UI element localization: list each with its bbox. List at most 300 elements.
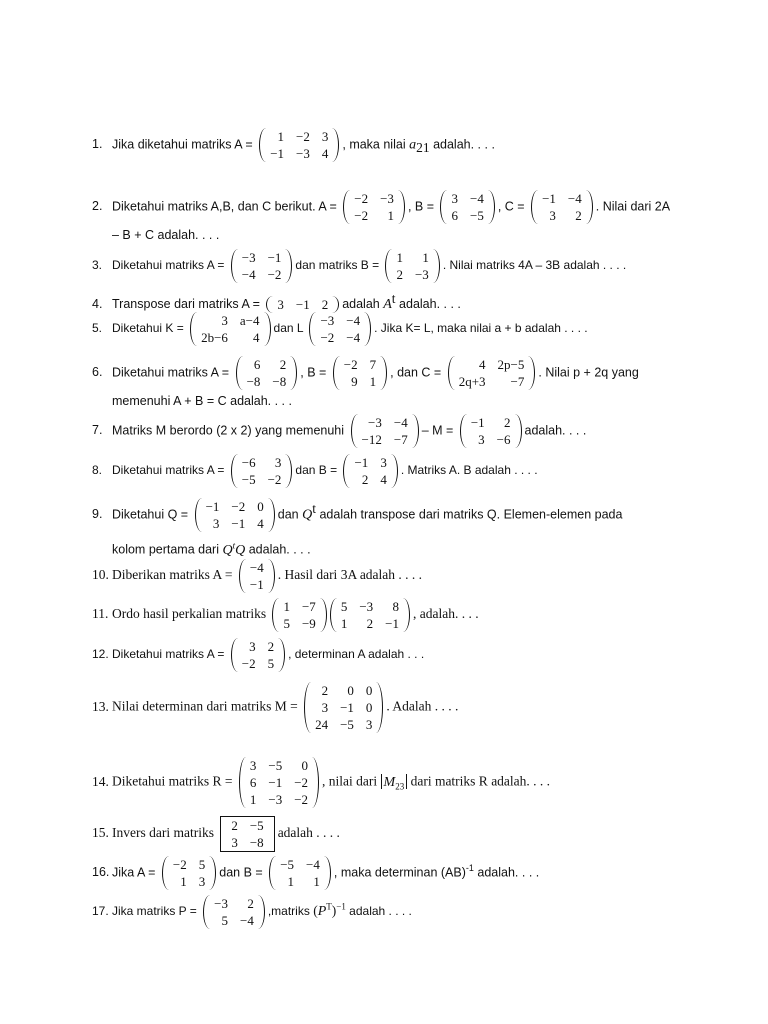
matrix-cell: −1 [231, 516, 246, 531]
variable: Q [302, 507, 313, 523]
matrix-cell: −7 [301, 599, 316, 614]
matrix-row [335, 598, 405, 615]
question-7 [92, 414, 728, 448]
question-5 [92, 312, 728, 346]
question-14 [92, 757, 728, 808]
matrix-left [272, 598, 326, 632]
question-number: 1. [92, 137, 103, 152]
question-text: dan L [273, 321, 304, 336]
question-number: 8. [92, 463, 103, 478]
matrix-cell: 3 [380, 455, 387, 470]
subscript: 23 [395, 781, 405, 792]
matrix-row [244, 791, 314, 808]
question-text: adalah. . . . [477, 865, 540, 880]
question-text: Diketahui matriks R = [112, 773, 233, 789]
matrix-cell: −3 [359, 599, 374, 614]
matrix-cell: 1 [283, 599, 290, 614]
matrix-cell: 1 [422, 250, 429, 265]
matrix-row [536, 190, 588, 207]
question-text: Diberikan matriks A = [112, 567, 233, 583]
matrix-cell: 3 [231, 835, 238, 850]
question-text: Diketahui K = [112, 321, 184, 336]
matrix-cell: −5 [241, 472, 256, 487]
question-16 [92, 856, 728, 890]
matrix-row [225, 817, 269, 834]
matrix-row [277, 598, 321, 615]
matrix-cell: 1 [387, 208, 394, 223]
question-number: 5. [92, 321, 103, 336]
question-number: 2. [92, 199, 103, 214]
matrix-a [266, 296, 339, 313]
matrix-cell: 2 [504, 415, 511, 430]
matrix-row [465, 414, 517, 431]
variable: P [317, 904, 327, 920]
matrix-cell: 1 [287, 874, 295, 889]
matrix-cell: −4 [469, 191, 484, 206]
matrix-cell: −5 [280, 857, 295, 872]
matrix-cell: −4 [567, 191, 582, 206]
matrix-cell: 3 [321, 700, 329, 715]
matrix-cell: −5 [268, 758, 283, 773]
question-text: adalah [342, 297, 380, 312]
matrix-row [208, 912, 260, 929]
matrix-cell: −4 [249, 560, 264, 575]
matrix-row [536, 207, 588, 224]
matrix-row [348, 190, 400, 207]
matrix-row [264, 128, 334, 145]
matrix-cell: −4 [393, 415, 408, 430]
matrix-cell: −4 [306, 857, 320, 872]
question-text: , maka nilai [342, 137, 406, 152]
matrix-right [460, 414, 522, 448]
matrix-cell: 2 [575, 208, 582, 223]
question-13 [92, 682, 728, 733]
matrix-row [348, 207, 400, 224]
matrix-row [309, 716, 378, 733]
matrix-row [309, 699, 378, 716]
question-text: memenuhi A + B = C adalah. . . . [112, 394, 292, 408]
matrix-a [162, 856, 216, 890]
matrix-cell: −3 [320, 313, 335, 328]
question-text: , adalah. . . . [413, 606, 479, 622]
matrix-cell: −1 [249, 577, 264, 592]
matrix-row [271, 296, 334, 313]
matrix-cell: −2 [231, 499, 246, 514]
matrix-cell: −2 [296, 129, 310, 144]
question-15 [92, 816, 728, 852]
superscript: -1 [465, 863, 474, 874]
matrix-row [236, 249, 288, 266]
matrix-row [348, 471, 392, 488]
question-text: Diketahui matriks A = [112, 365, 230, 380]
question-8 [92, 454, 728, 488]
matrix-cell: 0 [365, 683, 373, 698]
matrix-row [236, 266, 288, 283]
superscript: t [312, 501, 316, 517]
question-text: Jika diketahui matriks A = [112, 137, 253, 152]
question-text: dan matriks B = [295, 258, 380, 273]
matrix-cell: −3 [214, 896, 228, 911]
matrix-cell: −2 [172, 857, 187, 872]
question-3 [92, 249, 728, 283]
question-text: , maka determinan (AB) [333, 865, 466, 880]
matrix-cell: −5 [340, 717, 354, 732]
question-2 [92, 190, 728, 244]
question-text: dan B = [219, 865, 263, 880]
matrix-cell: 2 [321, 297, 329, 313]
matrix-row [390, 266, 434, 283]
matrix-cell: −5 [469, 208, 484, 223]
matrix-cell: −2 [267, 472, 282, 487]
minor-abs [381, 774, 408, 792]
matrix-a [236, 356, 298, 390]
matrix-row [274, 856, 326, 873]
matrix-cell: −2 [241, 656, 256, 671]
matrix-cell: 5 [340, 599, 348, 614]
matrix-cell: −4 [346, 313, 361, 328]
variable: a [409, 137, 417, 153]
matrix-cell: 1 [369, 374, 377, 389]
variable: M [383, 774, 396, 790]
matrix-cell: 3 [321, 129, 329, 144]
matrix-row [314, 312, 366, 329]
matrix-cell: −2 [267, 267, 282, 282]
matrix-cell: 4 [380, 472, 387, 487]
question-number: 4. [92, 297, 103, 312]
matrix-row [195, 329, 265, 346]
matrix-cell: 3 [549, 208, 556, 223]
matrix-cell: 5 [221, 913, 228, 928]
matrix-right [330, 598, 410, 632]
matrix-bracket [220, 816, 274, 852]
question-text: ,matriks [267, 904, 310, 919]
question-number: 7. [92, 423, 103, 438]
matrix-cell: −3 [368, 415, 382, 430]
matrix-row [465, 431, 517, 448]
question-number: 12. [92, 647, 109, 662]
matrix-row [244, 576, 270, 593]
matrix-cell: 9 [351, 374, 358, 389]
question-10 [92, 559, 728, 593]
matrix-cell: 3 [198, 874, 206, 889]
matrix-b [343, 454, 397, 488]
superscript: T [326, 901, 332, 912]
matrix-cell: 4 [257, 516, 264, 531]
question-text: Diketahui matriks A = [112, 647, 225, 662]
question-text: . Matriks A. B adalah . . . . [400, 463, 538, 478]
question-text: Diketahui Q = [112, 507, 189, 522]
matrix-a [239, 559, 275, 593]
matrix-row [264, 145, 334, 162]
matrix-cell: 3 [249, 639, 256, 654]
matrix-cell: 2 [231, 818, 238, 833]
superscript: t [391, 291, 396, 306]
question-9 [92, 498, 728, 560]
matrix-cell: 0 [365, 700, 373, 715]
matrix-row [236, 655, 280, 672]
matrix-cell: −3 [296, 146, 310, 161]
question-text: , nilai dari [322, 773, 378, 789]
matrix-cell: −12 [361, 432, 382, 447]
matrix-row [225, 834, 269, 851]
question-text: . Nilai matriks 4A – 3B adalah . . . . [442, 258, 627, 273]
matrix-row [445, 207, 489, 224]
matrix-cell: 1 [249, 792, 257, 807]
matrix-cell: −4 [241, 267, 256, 282]
superscript: −1 [336, 901, 346, 912]
matrix-cell: −8 [249, 835, 264, 850]
question-number: 9. [92, 507, 103, 522]
question-number: 11. [92, 606, 109, 622]
matrix-cell: 2 [396, 267, 403, 282]
matrix-cell: −2 [343, 357, 358, 372]
matrix-cell: −3 [241, 250, 256, 265]
matrix-cell: −7 [393, 432, 408, 447]
question-text: adalah. . . . [524, 423, 587, 438]
matrix-row [244, 774, 314, 791]
matrix-cell: 2 [267, 639, 275, 654]
question-text: . Nilai dari 2A [595, 199, 671, 214]
matrix-cell: 2b−6 [201, 330, 228, 345]
matrix-cell: 2q+3 [458, 374, 486, 389]
matrix-cell: 1 [277, 129, 285, 144]
subscript: 21 [416, 139, 430, 155]
matrix-a [231, 454, 293, 488]
question-text: Transpose dari matriks A = [112, 297, 260, 312]
matrix-cell: −1 [205, 499, 220, 514]
matrix-row [244, 559, 270, 576]
question-text: adalah transpose dari matriks Q. Elemen-elemen pada [319, 507, 623, 522]
question-text: adalah. . . . [399, 297, 461, 312]
question-text: . Hasil dari 3A adalah . . . . [277, 567, 423, 583]
matrix-cell: −1 [267, 250, 282, 265]
question-11 [92, 598, 728, 632]
matrix-cell: 2 [361, 472, 369, 487]
matrix-cell: −6 [241, 455, 256, 470]
expression-pt-inverse: $(P^T)^{-1}$ [313, 901, 346, 920]
matrix-p [203, 895, 265, 929]
matrix-cell: 5 [267, 656, 275, 671]
matrix-cell: 24 [315, 717, 329, 732]
matrix-row [390, 249, 434, 266]
question-text: , dan C = [390, 365, 442, 380]
expression-qtq: $Q^tQ$ [222, 540, 246, 558]
matrix-row [167, 856, 211, 873]
matrix-c [448, 356, 536, 390]
matrix-cell: −1 [470, 415, 485, 430]
question-text: adalah. . . . [248, 542, 311, 557]
matrix-cell: 4 [253, 330, 260, 345]
matrix-cell: −2 [294, 792, 309, 807]
question-text: Invers dari matriks [112, 825, 214, 841]
matrix-cell: 7 [369, 357, 377, 372]
question-text: Jika A = [112, 865, 156, 880]
question-number: 10. [92, 567, 109, 583]
question-text: , determinan A adalah . . . [288, 647, 425, 662]
matrix-row [356, 414, 414, 431]
matrix-k [190, 312, 270, 346]
matrix-cell: 0 [257, 499, 264, 514]
matrix-cell: 6 [249, 775, 257, 790]
matrix-row [241, 356, 293, 373]
matrix-row [338, 373, 382, 390]
matrix-row [167, 873, 211, 890]
question-text: – B + C adalah. . . . [112, 228, 220, 242]
matrix-m [304, 682, 383, 733]
matrix-cell: −5 [249, 818, 264, 833]
question-12 [92, 638, 728, 672]
matrix-cell: −6 [496, 432, 511, 447]
question-text: Diketahui matriks A,B, dan C berikut. A = [112, 199, 337, 214]
matrix-cell: 3 [212, 516, 220, 531]
matrix-cell: −1 [385, 616, 399, 631]
matrix-b [333, 356, 387, 390]
matrix-b [269, 856, 331, 890]
matrix-cell: 2 [321, 683, 329, 698]
matrix-left [351, 414, 419, 448]
variable: A [383, 297, 392, 313]
matrix-b [385, 249, 439, 283]
question-number: 6. [92, 365, 103, 380]
matrix-cell: 3 [365, 717, 373, 732]
matrix-cell: −1 [354, 455, 369, 470]
question-text: adalah . . . . [349, 904, 412, 919]
matrix-a [343, 190, 405, 224]
question-text: Nilai determinan dari matriks M = [112, 698, 298, 714]
question-number: 17. [92, 904, 109, 919]
question-number: 3. [92, 258, 103, 273]
matrix-cell: 2 [247, 896, 254, 911]
matrix-cell: 0 [301, 758, 309, 773]
matrix-cell: a−4 [239, 313, 260, 328]
question-number: 14. [92, 773, 109, 789]
matrix-row [338, 356, 382, 373]
matrix-cell: 3 [221, 313, 228, 328]
matrix-cell: −2 [294, 775, 309, 790]
matrix-cell: 1 [396, 250, 403, 265]
matrix-cell: −2 [354, 208, 369, 223]
question-6 [92, 356, 728, 410]
matrix-cell: 5 [198, 857, 206, 872]
matrix-row [356, 431, 414, 448]
matrix-cell: 1 [180, 874, 187, 889]
matrix-cell: −1 [270, 146, 285, 161]
question-text: Ordo hasil perkalian matriks [112, 606, 267, 622]
matrix-b [440, 190, 494, 224]
matrix-cell: −8 [272, 374, 287, 389]
matrix-cell: 8 [392, 599, 399, 614]
matrix-row [309, 682, 378, 699]
matrix-row [236, 638, 280, 655]
matrix-cell: 6 [451, 208, 458, 223]
matrix-q [195, 498, 275, 532]
question-text: dan [277, 507, 299, 522]
matrix-cell: 2 [279, 357, 287, 372]
matrix-cell: 1 [340, 616, 348, 631]
question-text: Diketahui matriks A = [112, 463, 225, 478]
matrix-cell: 3 [478, 432, 485, 447]
matrix-row [200, 515, 270, 532]
matrix-a [231, 249, 293, 283]
matrix-cell: 3 [249, 758, 257, 773]
question-text: Jika matriks P = [112, 904, 197, 919]
matrix-a [259, 128, 339, 162]
matrix-cell: 5 [283, 616, 290, 631]
matrix-row [274, 873, 326, 890]
matrix-row [200, 498, 270, 515]
question-continuation [112, 536, 728, 560]
matrix-cell: 2 [366, 616, 374, 631]
matrix-cell: −4 [346, 330, 361, 345]
matrix-cell: 3 [277, 297, 284, 313]
matrix-cell: −2 [354, 191, 369, 206]
matrix-cell: −8 [246, 374, 261, 389]
question-text: Matriks M berordo (2 x 2) yang memenuhi [112, 423, 345, 438]
question-number: 15. [92, 825, 109, 841]
question-text: dan B = [295, 463, 338, 478]
matrix-row [241, 373, 293, 390]
matrix-row [314, 329, 366, 346]
matrix-row [335, 615, 405, 632]
matrix-cell: −7 [510, 374, 525, 389]
matrix-cell: 4 [479, 357, 486, 372]
matrix-cell: 6 [253, 357, 261, 372]
matrix-cell: 4 [321, 146, 329, 161]
matrix-cell: −1 [542, 191, 556, 206]
matrix-row [236, 471, 288, 488]
matrix-cell: −9 [301, 616, 316, 631]
question-text: , C = [497, 199, 525, 214]
question-text: dari matriks R adalah. . . . [410, 773, 551, 789]
matrix-cell: −1 [340, 700, 354, 715]
matrix-cell: −2 [320, 330, 335, 345]
question-4 [92, 290, 728, 314]
question-text: adalah . . . . [277, 825, 340, 841]
matrix-cell: −3 [414, 267, 429, 282]
matrix-c [531, 190, 593, 224]
matrix-cell: −3 [268, 792, 283, 807]
question-1 [92, 128, 728, 162]
matrix-row [277, 615, 321, 632]
matrix-row [453, 373, 531, 390]
matrix-cell: −1 [268, 775, 283, 790]
matrix-cell: 3 [274, 455, 282, 470]
question-number: 13. [92, 698, 109, 714]
question-17 [92, 895, 728, 929]
question-text: – M = [421, 423, 454, 438]
matrix-cell: −1 [295, 297, 310, 313]
question-text: kolom pertama dari [112, 542, 219, 557]
matrix-row [445, 190, 489, 207]
matrix-cell: 0 [347, 683, 354, 698]
matrix-cell: −4 [240, 913, 254, 928]
matrix-row [236, 454, 288, 471]
matrix-row [195, 312, 265, 329]
matrix-row [244, 757, 314, 774]
matrix-cell: 1 [313, 874, 320, 889]
matrix-row [348, 454, 392, 471]
matrix-cell: 2p−5 [497, 357, 525, 372]
question-text: . Jika K= L, maka nilai a + b adalah . . . . [374, 321, 588, 336]
matrix-a [231, 638, 285, 672]
matrix-cell: −3 [380, 191, 394, 206]
question-text: adalah. . . . [433, 137, 495, 152]
question-text: , B = [407, 199, 434, 214]
matrix-row [453, 356, 531, 373]
question-text: , B = [300, 365, 327, 380]
question-text: Diketahui matriks A = [112, 258, 225, 273]
matrix-row [208, 895, 260, 912]
